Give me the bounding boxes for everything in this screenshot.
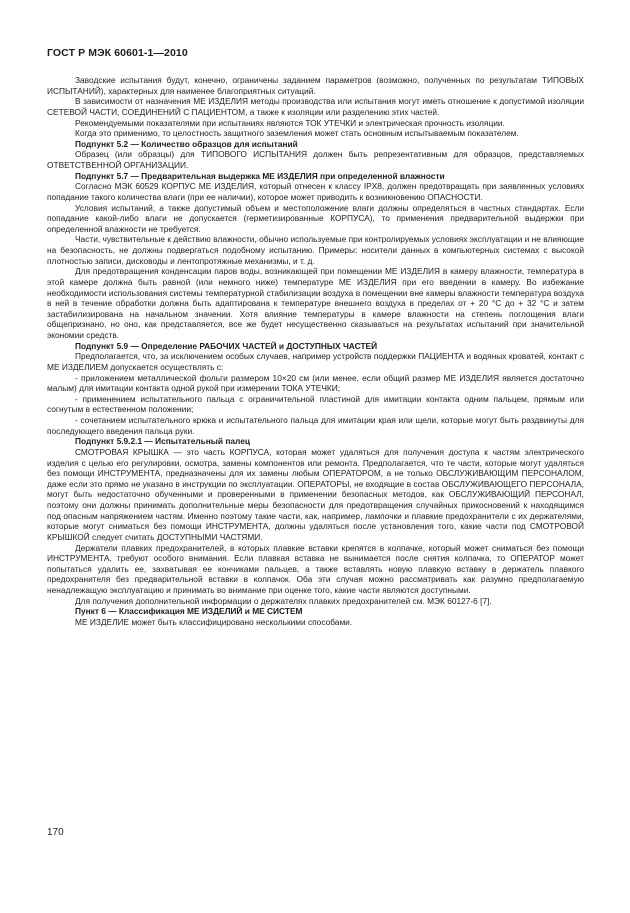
section-heading: Пункт 6 — Классификация МЕ ИЗДЕЛИЙ и МЕ СИСТЕМ xyxy=(75,606,303,617)
page-number: 170 xyxy=(47,827,64,838)
section-heading: Подпункт 5.9 — Определение РАБОЧИХ ЧАСТЕЙ и ДОСТУПНЫХ ЧАСТЕЙ xyxy=(75,340,378,351)
body-paragraph: Рекомендуемыми показателями при испытаниях являются ТОК УТЕЧКИ и электрическая прочность изоляции. xyxy=(75,117,505,128)
body-paragraph: Для предотвращения конденсации паров воды, возникающей при помещении МЕ ИЗДЕЛИЯ в камеру влажности, температура в этой камере должна быть равной (или немного ниже) температуре МЕ ИЗДЕЛИЯ при его введении в камеру. Во избежание необходимости использования системы температурной стабилизации воздуха в помещении вне камеры влажности температура воздуха в ней в течение обработки должна быть адаптирована к температуре внешнего воздуха в пределах от + 20 °С до + 32 °С и затем застабилизирована на начальном значении. Хотя влияние температуры в камере влажности на степень поглощения влаги общепризнано, но оно, как представляется, все же будет несущественно сказываться на результатах испытаний при значительной экономии средств. xyxy=(47,266,584,340)
body-paragraph: МЕ ИЗДЕЛИЕ может быть классифицировано несколькими способами. xyxy=(75,616,353,627)
body-paragraph: Образец (или образцы) для ТИПОВОГО ИСПЫТАНИЯ должен быть репрезентативным для образцов, представляемых ОТВЕТСТВЕННОЙ ОРГАНИЗАЦИИ. xyxy=(47,149,584,170)
body-paragraph: Условия испытаний, а также допустимый объем и местоположение влаги должны определяться в частных стандартах. Если попадание какой-либо влаги не допускается (герметизированные КОРПУСА), то применения предварительной выдержки при определенной влажности не требуется. xyxy=(47,202,584,234)
document-body xyxy=(47,75,584,628)
body-paragraph: - сочетанием испытательного крюка и испытательного пальца для имитации края или щели, которые могут быть раздвинуты для последующего введения пальца руки. xyxy=(47,415,584,436)
body-paragraph: В зависимости от назначения МЕ ИЗДЕЛИЯ методы производства или испытания могут иметь отношение к допустимой изоляции СЕТЕВОЙ ЧАСТИ, СОЕДИНЕНИЙ С ПАЦИЕНТОМ, а также к изоляции или разделению этих частей. xyxy=(47,96,584,117)
body-paragraph: Части, чувствительные к действию влажности, обычно используемые при контролируемых условиях эксплуатации и не влияющие на безопасность, не должны подвергаться подобному испытанию. Примеры: носители данных в компьютерных системах с высокой плотностью записи, дисководы и лентопротяжные механизмы, и т. д. xyxy=(47,234,584,266)
body-paragraph: Согласно МЭК 60529 КОРПУС МЕ ИЗДЕЛИЯ, который отнесен к классу IPX8, должен предотвращать при заявленных условиях попадание такого количества влаги (при ее наличии), которое может приводить к возникновению ОПАСНОСТИ. xyxy=(47,181,584,202)
body-paragraph: - применением испытательного пальца с ограничительной пластиной для имитации контакта одним пальцем, прямым или согнутым в естественном положении; xyxy=(47,393,584,415)
section-heading: Подпункт 5.7 — Предварительная выдержка МЕ ИЗДЕЛИЯ при определенной влажности xyxy=(75,170,445,181)
body-paragraph: Для получения дополнительной информации о держателях плавких предохранителей см. МЭК 60127-6 [7]. xyxy=(75,595,492,606)
body-paragraph: - приложением металлической фольги размером 10×20 см (или менее, если общий размер МЕ ИЗДЕЛИЯ является достаточно малым) для имитации контакта одной рукой при измерении ТОКА УТЕЧКИ; xyxy=(47,372,584,394)
section-heading: Подпункт 5.2 — Количество образцов для испытаний xyxy=(75,138,298,149)
section-heading: Подпункт 5.9.2.1 — Испытательный палец xyxy=(75,436,251,447)
body-paragraph: Когда это применимо, то целостность защитного заземления может стать основным испытываемым показателем. xyxy=(75,128,519,139)
body-paragraph: Держатели плавких предохранителей, в которых плавкие вставки крепятся в колпачке, который может сниматься без помощи ИНСТРУМЕНТА, требуют особого внимания. Если плавкая вставка не вынимается после снятия колпачка, то ОПЕРАТОР может попытаться удалить ее, захватывая ее кончиками пальцев, а также вставлять новую плавкую вставку в держатель плавкого предохранителя без предварительной вставки в колпачок. Оба эти случая можно рассматривать как разумно предполагаемую ненадлежащую эксплуатацию и принимать во внимание при оценке того, какие части являются доступными. xyxy=(47,542,584,595)
body-paragraph: СМОТРОВАЯ КРЫШКА — это часть КОРПУСА, которая может удаляться для получения доступа к частям электрического изделия с целью его регулировки, осмотра, замены компонентов или ремонта. Предполагается, что те части, которые могут удаляться без помощи ИНСТРУМЕНТА, предназначены для их замены любым ОПЕРАТОРОМ, а не только ОБСЛУЖИВАЮЩИМ ПЕРСОНАЛОМ, даже если это прямо не указано в инструкции по эксплуатации. ОПЕРАТОРЫ, не входящие в состав ОБСЛУЖИВАЮЩЕГО ПЕРСОНАЛА, могут быть недостаточно обученными и проверенными в применении безопасных методов, как ОБСЛУЖИВАЮЩИЙ ПЕРСОНАЛ, поэтому они должны принимать дополнительные меры безопасности для предотвращения случайных прикосновений к находящимся под опасным напряжением частям. Именно поэтому такие части, как, например, лампочки и плавкие предохранители с их держателями, которые могут сниматься без помощи ИНСТРУМЕНТА, должны удаляться после установления того, какие части под СМОТРОВОЙ КРЫШКОЙ следует считать ДОСТУПНЫМИ ЧАСТЯМИ. xyxy=(47,446,584,542)
body-paragraph: Заводские испытания будут, конечно, ограничены заданием параметров (возможно, полученных по результатам ТИПОВЫХ ИСПЫТАНИЙ), характерных для наименее благоприятных ситуаций. xyxy=(47,75,584,96)
document-header: ГОСТ Р МЭК 60601-1—2010 xyxy=(47,47,188,59)
body-paragraph: Предполагается, что, за исключением особых случаев, например устройств поддержки ПАЦИЕНТА и водяных кроватей, контакт с МЕ ИЗДЕЛИЕМ допускается осуществлять с: xyxy=(47,351,584,372)
